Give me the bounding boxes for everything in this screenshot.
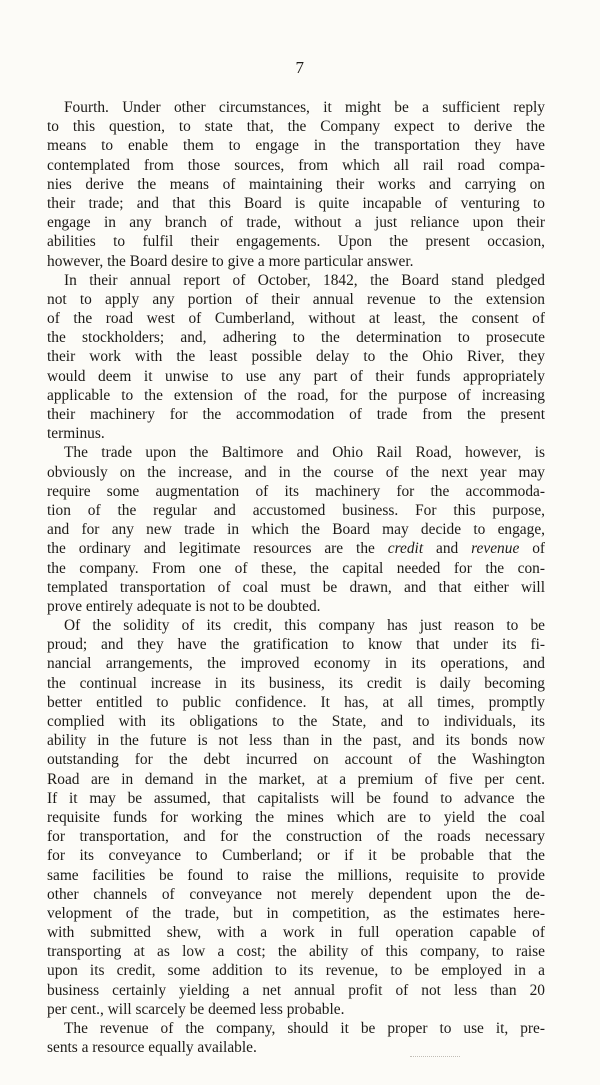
text-line: obviously on the increase, and in the course of the next year may [47, 463, 545, 481]
text-line: If it may be assumed, that capitalists will be found to advance the [47, 789, 545, 807]
emphasis-credit: credit [387, 540, 424, 558]
text-line: complied with its obligations to the State, and to individuals, its [47, 713, 545, 730]
text-line: and for any new trade in which the Board may decide to engage, [47, 521, 545, 539]
text-line: tion of the regular and accustomed business. For this purpose, [47, 501, 545, 519]
text-run: of [519, 540, 546, 558]
text-line: of the road west of Cumberland, without at least, the consent of [47, 310, 545, 328]
page-number: 7 [295, 58, 305, 77]
text-line: ability in the future is not less than in the past, and its bonds now [47, 732, 545, 750]
text-run: the ordinary and legitimate resources are the [47, 540, 388, 558]
text-line: velopment of the trade, but in competition, as the estimates here- [47, 904, 545, 922]
text-line: for transportation, and for the construction of the roads necessary [47, 828, 545, 846]
text-line: transporting at as low a cost; the ability of this company, to raise [47, 943, 545, 961]
text-line-mixed [47, 539, 545, 558]
emphasis-revenue: revenue [471, 540, 520, 558]
text-line: their work with the least possible delay to the Ohio River, they [47, 348, 545, 366]
footer-smudge [410, 1054, 460, 1057]
text-line: nancial arrangements, the improved economy in its operations, and [47, 655, 545, 673]
paragraph-fourth [47, 98, 545, 271]
text-line: business certainly yielding a net annual profit of not less than 20 [47, 981, 545, 999]
paragraph-annual-report [47, 271, 545, 444]
text-line: would deem it unwise to use any part of their funds appropriately [47, 367, 545, 385]
text-line: better entitled to public confidence. It has, at all times, promptly [47, 693, 545, 711]
text-line: require some augmentation of its machinery for the accommoda- [47, 482, 545, 500]
text-line: the stockholders; and, adhering to the determination to prosecute [47, 329, 545, 347]
text-line: other channels of conveyance not merely dependent upon the de- [47, 885, 545, 903]
text-line: abilities to fulfil their engagements. Upon the present occasion, [47, 233, 545, 251]
text-line: outstanding for the debt incurred on account of the Washington [47, 751, 545, 769]
text-line: to this question, to state that, the Company expect to derive the [47, 118, 545, 136]
text-line: Road are in demand in the market, at a premium of five per cent. [47, 770, 545, 788]
text-line: same facilities be found to raise the millions, requisite to provide [47, 866, 545, 884]
text-line: applicable to the extension of the road, for the purpose of increasing [47, 386, 545, 404]
text-line: per cent., will scarcely be deemed less probable. [47, 1000, 345, 1018]
text-line: the company. From one of these, the capital needed for the con- [47, 559, 545, 577]
text-line: Of the solidity of its credit, this company has just reason to be [64, 617, 545, 635]
paragraph-credit [47, 616, 545, 1019]
text-line: proud; and they have the gratification to know that under its fi- [47, 636, 545, 654]
text-line: In their annual report of October, 1842, the Board stand pledged [64, 271, 545, 289]
paragraph-revenue [47, 1019, 545, 1057]
text-line: The trade upon the Baltimore and Ohio Rail Road, however, is [64, 444, 545, 462]
text-line: engage in any branch of trade, without a just reliance upon their [47, 214, 545, 232]
text-line: their trade; and that this Board is quite incapable of venturing to [47, 194, 545, 212]
text-line: prove entirely adequate is not to be doubted. [47, 597, 321, 615]
text-line: sents a resource equally available. [47, 1039, 257, 1057]
text-line: their machinery for the accommodation of trade from the present [47, 406, 545, 423]
text-run: and [423, 540, 472, 558]
text-line: terminus. [47, 425, 105, 443]
text-line: not to apply any portion of their annual revenue to the extension [47, 290, 545, 308]
text-line: the continual increase in its business, its credit is daily becoming [47, 674, 545, 692]
text-line: requisite funds for working the mines which are to yield the coal [47, 808, 545, 826]
text-line: means to enable them to engage in the transportation they have [47, 137, 545, 155]
text-line: for its conveyance to Cumberland; or if it be probable that the [47, 847, 545, 865]
paragraph-trade [47, 443, 545, 616]
text-line: Fourth. Under other circumstances, it might be a sufficient reply [64, 99, 545, 116]
text-line: however, the Board desire to give a more particular answer. [47, 252, 414, 270]
text-line: The revenue of the company, should it be proper to use it, pre- [64, 1020, 545, 1037]
text-line: contemplated from those sources, from which all rail road compa- [47, 156, 545, 174]
text-line: nies derive the means of maintaining their works and carrying on [47, 175, 545, 193]
body-text [47, 98, 545, 1057]
text-line: templated transportation of coal must be drawn, and that either will [47, 578, 545, 596]
text-line: with submitted shew, with a work in full operation capable of [47, 924, 545, 942]
text-line: upon its credit, some addition to its revenue, to be employed in a [47, 962, 545, 980]
